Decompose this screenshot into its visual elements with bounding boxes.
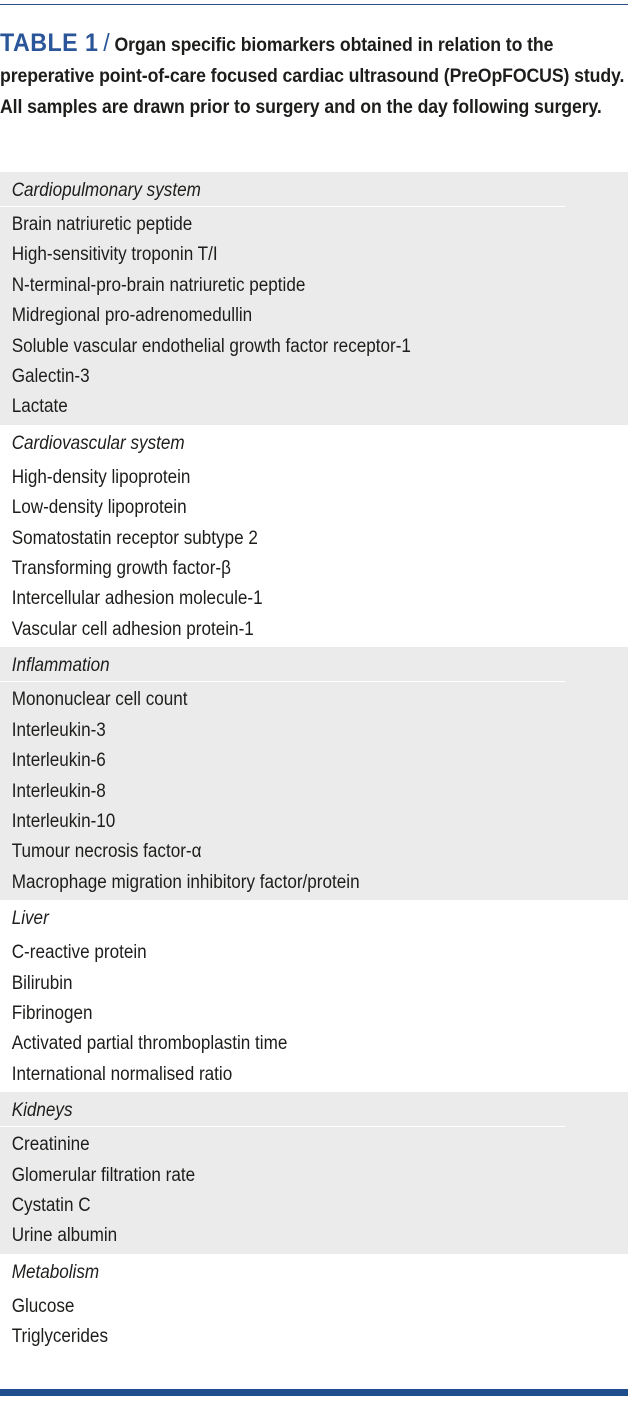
bottom-rule xyxy=(0,1389,628,1396)
biomarker-row: Bilirubin xyxy=(11,972,73,994)
biomarker-row: Fibrinogen xyxy=(11,1002,93,1024)
table-label: TABLE 1 xyxy=(0,29,99,57)
biomarker-row: N-terminal-pro-brain natriuretic peptide xyxy=(11,274,306,296)
section-metabolism xyxy=(0,1254,628,1355)
biomarker-row: Intercellular adhesion molecule-1 xyxy=(11,588,263,610)
section-title: Liver xyxy=(0,904,565,935)
biomarker-row: Transforming growth factor-β xyxy=(11,558,231,580)
table-caption xyxy=(0,28,629,123)
biomarker-row: Glucose xyxy=(11,1295,75,1317)
biomarker-row: Midregional pro-adrenomedullin xyxy=(11,305,253,327)
biomarker-row: Somatostatin receptor subtype 2 xyxy=(11,527,258,549)
biomarker-row: Low-density lipoprotein xyxy=(11,497,187,519)
section-title: Cardiopulmonary system xyxy=(0,176,565,207)
section-liver xyxy=(0,900,628,1092)
biomarker-table xyxy=(0,172,628,1355)
biomarker-row: Triglycerides xyxy=(11,1326,109,1348)
section-title: Inflammation xyxy=(0,651,565,682)
section-kidneys xyxy=(0,1092,628,1254)
biomarker-row: Brain natriuretic peptide xyxy=(11,214,193,235)
top-rule xyxy=(0,4,628,5)
biomarker-row: Tumour necrosis factor-α xyxy=(11,841,202,863)
biomarker-row: Interleukin-10 xyxy=(11,810,116,832)
biomarker-row: Glomerular filtration rate xyxy=(11,1164,196,1186)
section-inflammation xyxy=(0,647,628,900)
caption-slash: / xyxy=(103,29,110,57)
biomarker-row: Urine albumin xyxy=(11,1225,118,1247)
biomarker-row: Mononuclear cell count xyxy=(11,689,188,711)
section-cardiopulmonary-system xyxy=(0,172,628,425)
section-title: Cardiovascular system xyxy=(0,429,565,460)
biomarker-row: Cystatin C xyxy=(11,1194,91,1216)
biomarker-row: International normalised ratio xyxy=(11,1063,233,1085)
biomarker-row: Creatinine xyxy=(11,1134,90,1156)
biomarker-row: C-reactive protein xyxy=(11,942,147,964)
biomarker-row: Vascular cell adhesion protein-1 xyxy=(11,618,254,640)
biomarker-row: Lactate xyxy=(11,396,68,418)
biomarker-row: Interleukin-3 xyxy=(11,719,106,741)
biomarker-row: Interleukin-8 xyxy=(11,780,106,802)
section-title: Kidneys xyxy=(0,1096,565,1127)
biomarker-row: Soluble vascular endothelial growth factor receptor-1 xyxy=(11,335,411,357)
biomarker-row: Interleukin-6 xyxy=(11,750,106,772)
biomarker-row: Galectin-3 xyxy=(11,366,90,388)
caption-text: Organ specific biomarkers obtained in relation to the preperative point-of-care focused cardiac ultrasound (PreOpFOCUS) study. All samples are drawn prior to surgery and on the day following surgery. xyxy=(0,35,625,118)
biomarker-row: High-sensitivity troponin T/I xyxy=(11,244,218,266)
section-cardiovascular-system xyxy=(0,425,628,647)
section-title: Metabolism xyxy=(0,1258,565,1289)
biomarker-row: High-density lipoprotein xyxy=(11,466,191,488)
biomarker-row: Macrophage migration inhibitory factor/protein xyxy=(11,871,360,893)
biomarker-row: Activated partial thromboplastin time xyxy=(11,1033,288,1055)
